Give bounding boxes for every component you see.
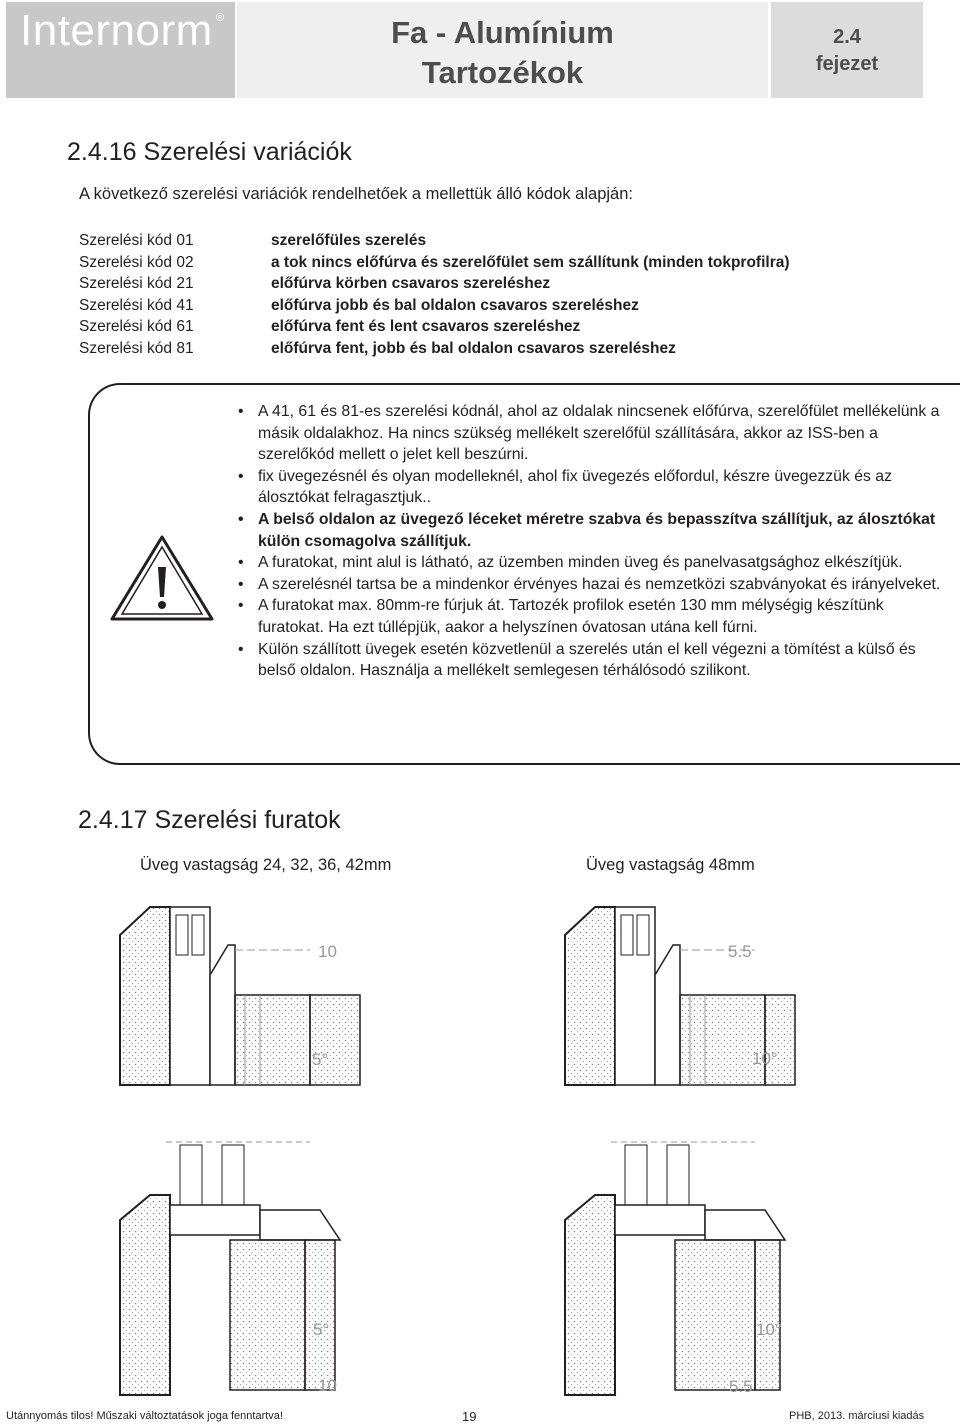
note-item: • A furatokat max. 80mm-re fúrjuk át. Tartozék profilok esetén 130 mm mélységig készítünk furatokat. Ha ezt túllépjük, aakor a helyszínen óvatosan utána kell fúrni.: [238, 595, 950, 638]
code-description-list: [271, 230, 790, 360]
dimension-label: 10: [318, 1376, 337, 1395]
profile-drawing-right-top: [555, 895, 875, 1095]
code-list: [79, 230, 194, 360]
code-item: Szerelési kód 81: [79, 339, 194, 357]
chapter-number: 2.4: [833, 26, 861, 48]
note-item: • A 41, 61 és 81-es szerelési kódnál, ahol az oldalak nincsenek előfúrva, szerelőfület mellékelünk a másik oldalakhoz. Ha nincs szükség mellékelt szerelőfül szállítására, akkor az ISS-ben a szerelőkód mellett o jelet kell beszúrni.: [238, 401, 950, 466]
page-number: 19: [462, 1409, 477, 1424]
warning-triangle-icon: [108, 533, 216, 623]
footer-edition: PHB, 2013. márciusi kiadás: [789, 1410, 925, 1422]
code-description: előfúrva fent, jobb és bal oldalon csavaros szereléshez: [271, 339, 676, 357]
angle-label: 5°: [313, 1320, 330, 1339]
code-item: Szerelési kód 01: [79, 232, 194, 249]
registered-mark: ®: [216, 12, 225, 24]
note-item: • A szerelésnél tartsa be a mindenkor érvényes hazai és nemzetközi szabványokat és irányelveket.: [238, 574, 950, 596]
chapter-label: fejezet: [815, 53, 879, 75]
brand-logo: Internorm: [20, 6, 213, 55]
note-item: • fix üvegezésnél és olyan modelleknél, ahol fix üvegezés előfordul, készre üvegezzük és az álosztókat felragasztjuk..: [238, 466, 950, 509]
profile-drawing-left-bottom: [110, 1140, 430, 1402]
right-caption: Üveg vastagság 48mm: [586, 856, 755, 874]
angle-label: 10°: [752, 1049, 778, 1068]
code-item: Szerelési kód 41: [79, 296, 194, 314]
code-item: Szerelési kód 21: [79, 275, 194, 293]
angle-label: 5°: [312, 1050, 329, 1069]
dimension-label: 10: [318, 942, 337, 961]
dimension-label: 5.5: [729, 1377, 753, 1396]
notes-list: [238, 401, 950, 682]
dimension-label: 5.5: [728, 942, 752, 961]
code-item: Szerelési kód 61: [79, 318, 194, 336]
code-description: szerelőfüles szerelés: [271, 232, 427, 249]
angle-label: 10°: [756, 1320, 782, 1339]
note-item-emphasis: • A belső oldalon az üvegező léceket méretre szabva és bepasszítva szállítjuk, az álosztókat külön csomagolva szállítjuk.: [238, 509, 950, 552]
code-description: a tok nincs előfúrva és szerelőfület sem szállítunk (minden tokprofilra): [271, 253, 790, 271]
profile-drawing-left-top: [110, 895, 430, 1095]
section-heading-variations: 2.4.16 Szerelési variációk: [67, 138, 352, 166]
brand-block: [6, 2, 235, 98]
note-item: • Külön szállított üvegek esetén közvetlenül a szerelés után el kell végezni a tömítést a külső és belső oldalon. Használja a mellékelt semlegesen térhálósodó szilikont.: [238, 639, 950, 682]
code-item: Szerelési kód 02: [79, 253, 194, 271]
footer-notice: Utánnyomás tilos! Műszaki változtatások joga fenntartva!: [6, 1410, 283, 1422]
title-block: [237, 2, 768, 98]
note-item: • A furatokat, mint alul is látható, az üzemben minden üveg és panelvasatgsághoz elkészítjük.: [238, 552, 950, 574]
code-description: előfúrva fent és lent csavaros szereléshez: [271, 318, 581, 336]
code-description: előfúrva körben csavaros szereléshez: [271, 275, 551, 293]
code-description: előfúrva jobb és bal oldalon csavaros szereléshez: [271, 296, 639, 314]
intro-text: A következő szerelési variációk rendelhetőek a mellettük álló kódok alapján:: [79, 185, 633, 203]
page-title-line2: Tartozékok: [421, 55, 584, 90]
chapter-block: [771, 2, 923, 98]
page-title-line1: Fa - Alumínium: [391, 15, 614, 50]
left-caption: Üveg vastagság 24, 32, 36, 42mm: [140, 856, 392, 874]
profile-drawing-right-bottom: [555, 1140, 875, 1402]
section-heading-drillholes: 2.4.17 Szerelési furatok: [78, 806, 341, 834]
